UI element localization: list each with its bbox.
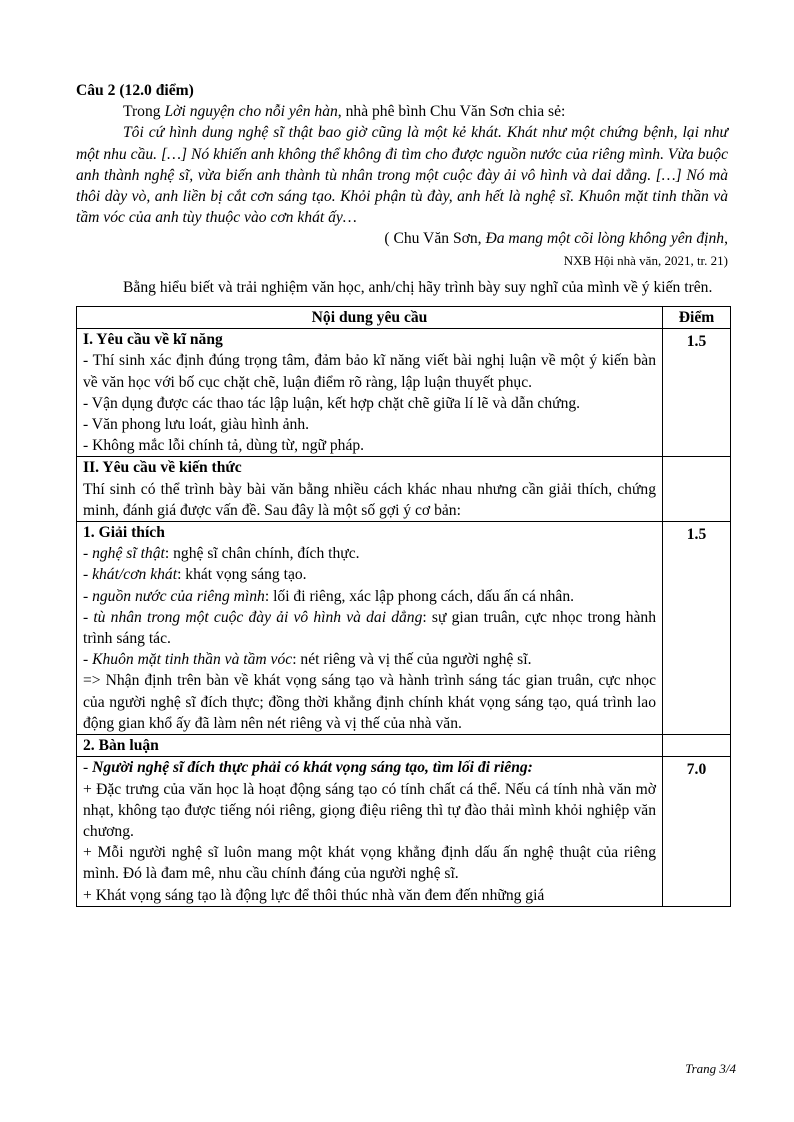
explain-item: - tù nhân trong một cuộc đày ải vô hình và dai dẳng: sự gian truân, cực nhọc trong hành trình sáng tác. — [83, 608, 657, 648]
header-score: Điểm — [663, 307, 731, 329]
source-title: Đa mang một cõi lòng không yên định — [485, 230, 725, 248]
discuss-score: 7.0 — [663, 757, 731, 906]
skills-cell — [77, 329, 663, 457]
discuss-line: + Mỗi người nghệ sĩ luôn mang một khát vọng khẳng định dấu ấn nghệ thuật của riêng mình. Đó là đam mê, nhu cầu chính đáng của người nghệ sĩ. — [83, 844, 656, 883]
discuss-title-score — [663, 735, 731, 757]
explain-item: - nghệ sĩ thật: nghệ sĩ chân chính, đích thực. — [83, 545, 360, 563]
table-row — [77, 735, 731, 757]
table-row — [77, 457, 731, 522]
discuss-title: 2. Bàn luận — [83, 737, 159, 755]
knowledge-score — [663, 457, 731, 522]
question-heading: Câu 2 (12.0 điểm) — [76, 82, 194, 99]
table-row — [77, 757, 731, 906]
scoring-table — [76, 306, 731, 907]
explain-item: - nguồn nước của riêng mình: lối đi riêng, xác lập phong cách, dấu ấn cá nhân. — [83, 587, 575, 605]
quotation: Tôi cứ hình dung nghệ sĩ thật bao giờ cũng là một kẻ khát. Khát như một chứng bệnh, lại như một nhu cầu. […] Nó khiến anh không thể không đi tìm cho được nguồn nước của riêng mình. Vừa buộc anh thành nghệ sĩ, vừa biến anh thành tù nhân trong một cuộc đày ải vô hình và dai dẳng. […] Nó mà thôi dày vò, anh liền bị cắt cơn sáng tạo. Khỏi phận tù đày, anh hết là nghệ sĩ. Khuôn mặt tinh thần và tầm vóc của anh tùy thuộc vào cơn khát ấy… — [76, 124, 728, 227]
skills-line: - Vận dụng được các thao tác lập luận, kết hợp chặt chẽ giữa lí lẽ và dẫn chứng. — [83, 394, 581, 412]
explain-score: 1.5 — [663, 522, 731, 735]
table-row — [77, 329, 731, 457]
quote-source-publisher: NXB Hội nhà văn, 2021, tr. 21) — [563, 252, 728, 268]
table-header-row — [77, 307, 731, 329]
quote-source: ( Chu Văn Sơn, Đa mang một cõi lòng không yên định, — [384, 230, 728, 248]
skills-line: - Không mắc lỗi chính tả, dùng từ, ngữ pháp. — [83, 437, 365, 455]
question-prompt: Bằng hiểu biết và trải nghiệm văn học, anh/chị hãy trình bày suy nghĩ của mình về ý kiến trên. — [123, 278, 713, 296]
work-title: Lời nguyện cho nỗi yên hàn — [164, 103, 338, 121]
explain-item: - khát/cơn khát: khát vọng sáng tạo. — [83, 566, 307, 584]
discuss-line: + Khát vọng sáng tạo là động lực để thôi thúc nhà văn đem đến những giá — [83, 886, 545, 904]
skills-line: - Văn phong lưu loát, giàu hình ảnh. — [83, 416, 310, 434]
discuss-cell — [77, 757, 663, 906]
table-row — [77, 522, 731, 735]
skills-title: I. Yêu cầu về kĩ năng — [83, 331, 223, 349]
page-number: Trang 3/4 — [685, 1061, 736, 1076]
knowledge-title: II. Yêu cầu về kiến thức — [83, 459, 242, 477]
explain-conclusion: => Nhận định trên bàn về khát vọng sáng tạo và hành trình sáng tác gian truân, cực nhọc của người nghệ sĩ đích thực; đồng thời khẳng định chính khát vọng sáng tạo, quá trình lao động gian khổ ấy đã làm nên nét riêng và vị thế của nhà văn. — [83, 672, 656, 732]
knowledge-cell — [77, 457, 663, 522]
question-intro: Trong Lời nguyện cho nỗi yên hàn, nhà phê bình Chu Văn Sơn chia sẻ: — [123, 103, 566, 121]
exam-page — [76, 80, 728, 907]
skills-score: 1.5 — [663, 329, 731, 457]
discuss-point: - Người nghệ sĩ đích thực phải có khát vọng sáng tạo, tìm lối đi riêng: — [83, 759, 533, 777]
skills-line: - Thí sinh xác định đúng trọng tâm, đảm bảo kĩ năng viết bài nghị luận về một ý kiến bàn về văn học với bố cục chặt chẽ, luận điểm rõ ràng, lập luận thuyết phục. — [83, 352, 656, 391]
discuss-line: + Đặc trưng của văn học là hoạt động sáng tạo có tính chất cá thể. Nếu cá tính nhà văn mờ nhạt, không tạo được tiếng nói riêng, giọng điệu riêng thì tự đào thải mình khỏi nghiệp văn chương. — [83, 780, 656, 840]
explain-cell — [77, 522, 663, 735]
knowledge-text: Thí sinh có thể trình bày bài văn bằng nhiều cách khác nhau nhưng cần giải thích, chứng minh, đánh giá được vấn đề. Sau đây là một số gợi ý cơ bản: — [83, 480, 656, 519]
explain-title: 1. Giải thích — [83, 524, 165, 542]
discuss-title-cell — [77, 735, 663, 757]
header-content: Nội dung yêu cầu — [77, 307, 663, 329]
explain-item: - Khuôn mặt tinh thần và tầm vóc: nét riêng và vị thế của người nghệ sĩ. — [83, 651, 532, 669]
